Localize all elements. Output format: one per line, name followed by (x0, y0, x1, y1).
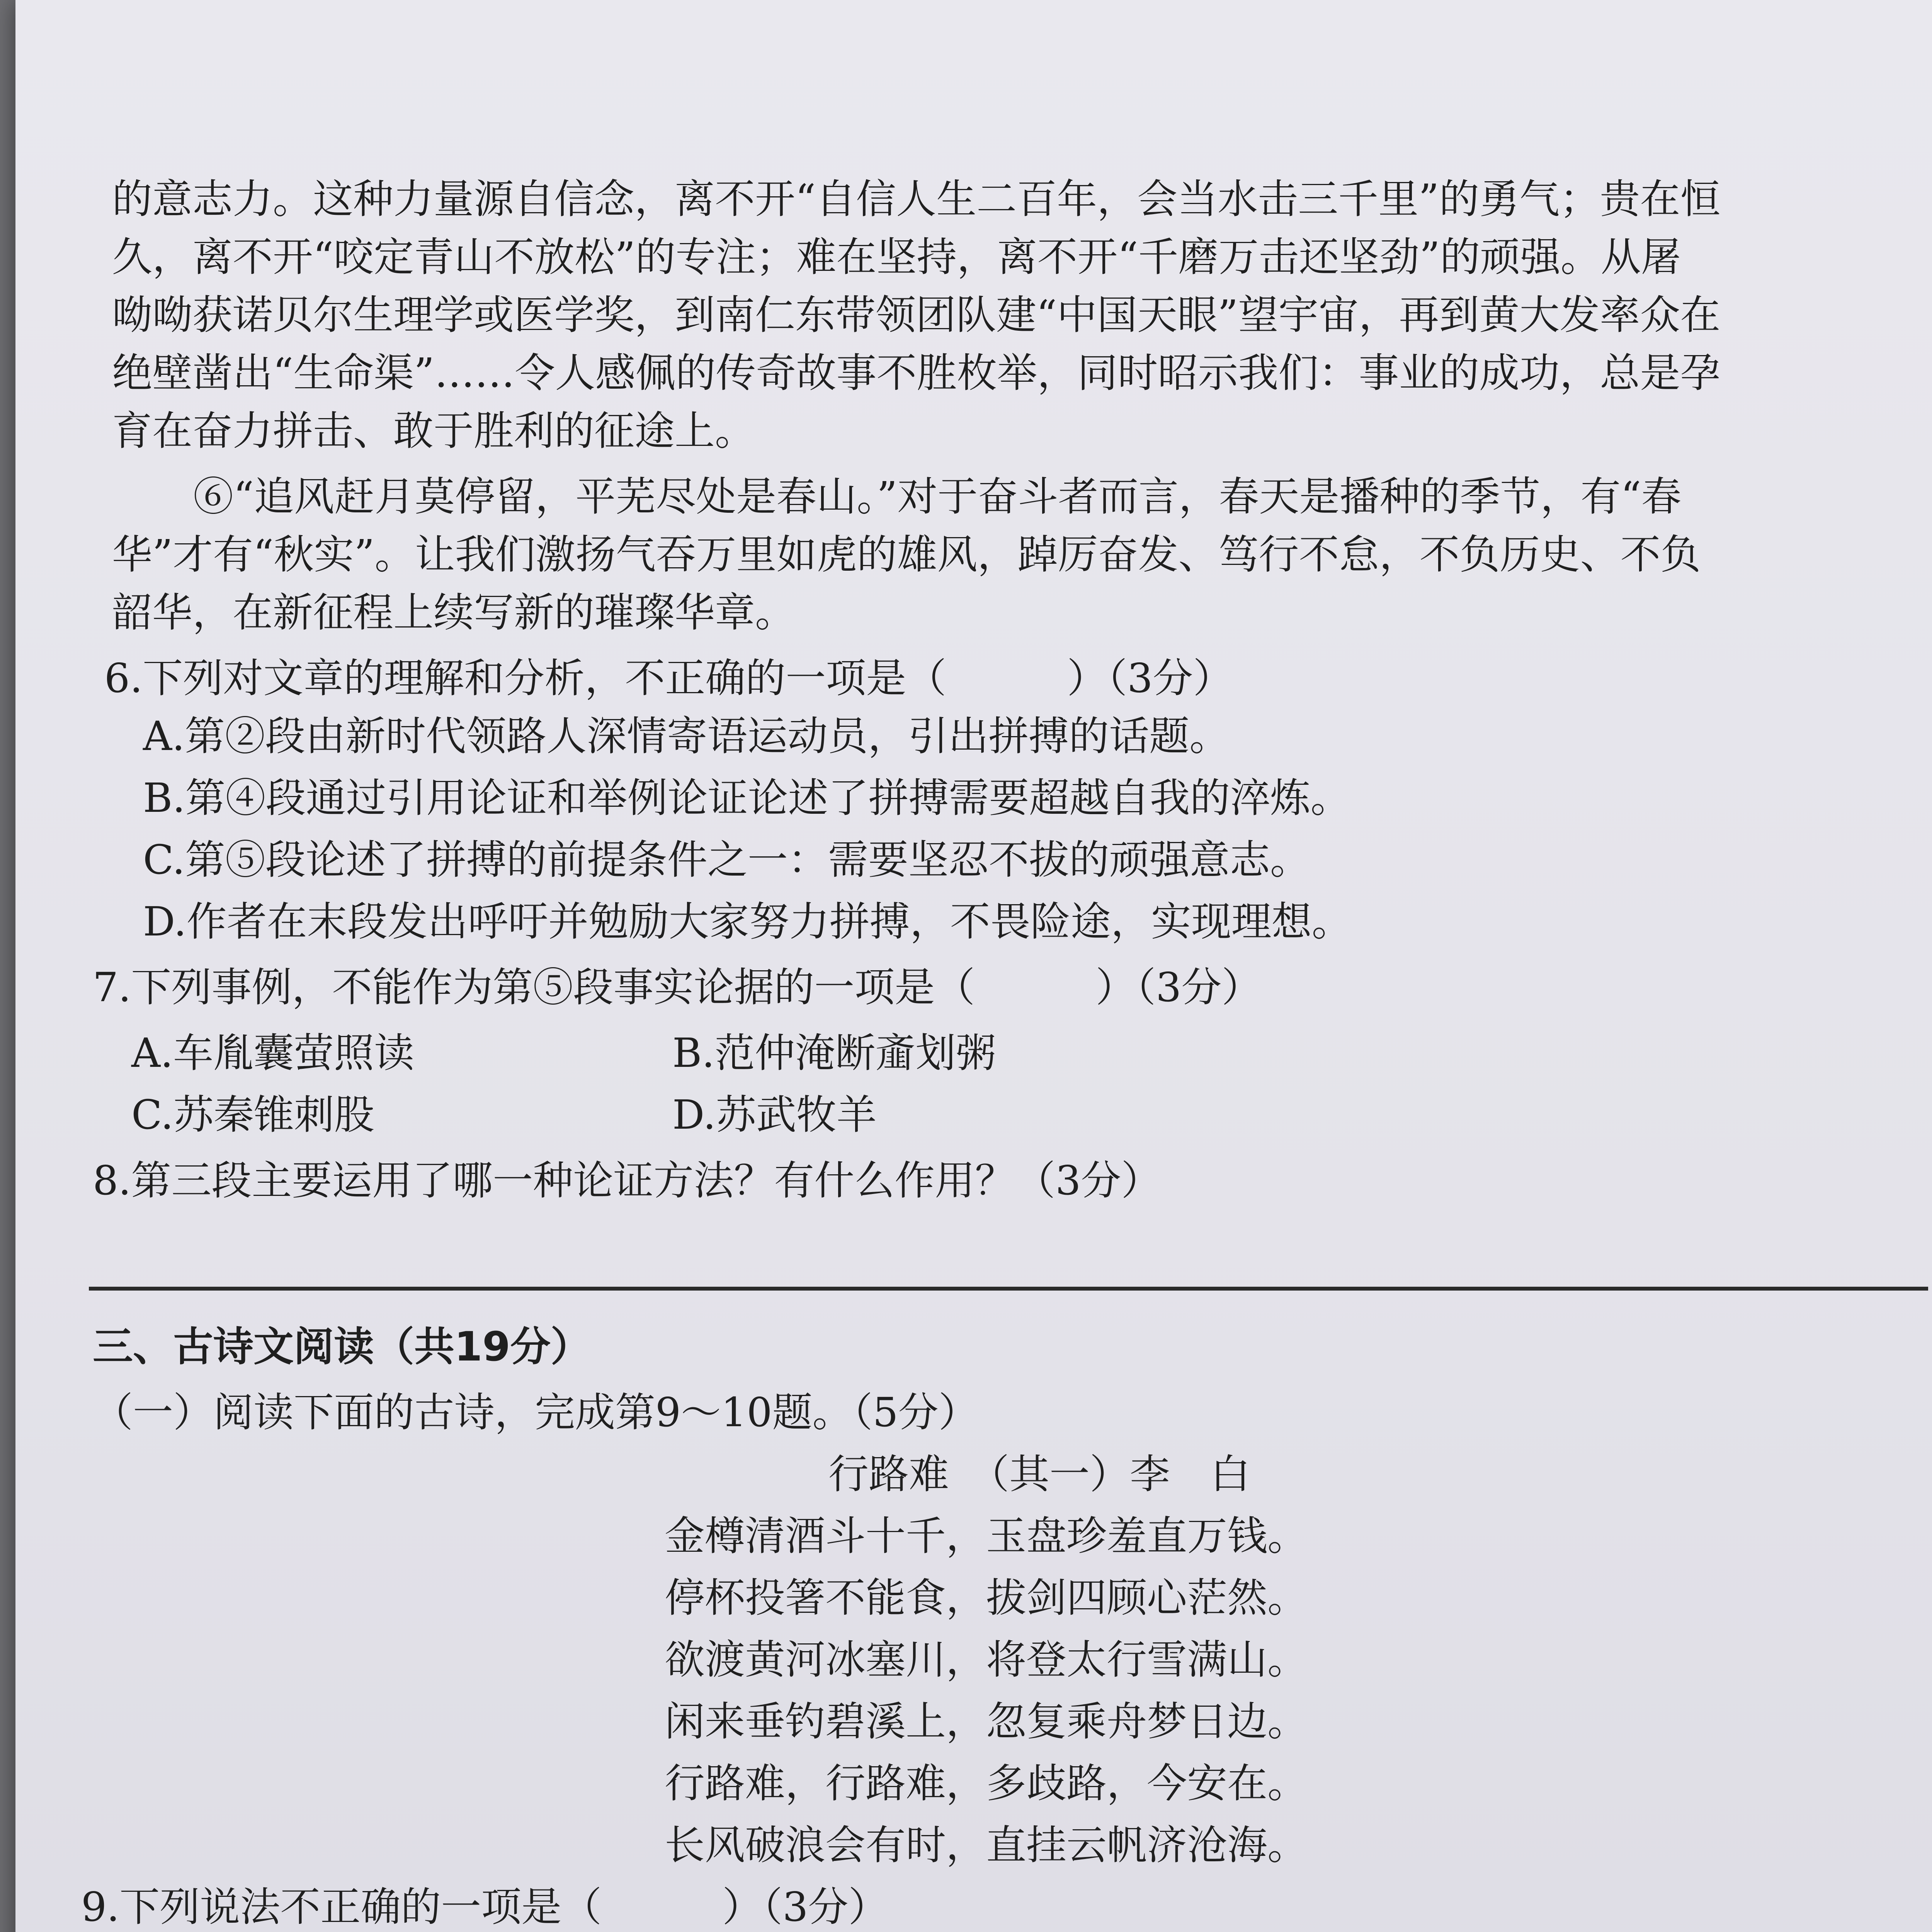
text-line: ⑥“追风赶月莫停留，平芜尽处是春山。”对于奋斗者而言，春天是播种的季节，有“春 (193, 473, 1682, 520)
poem-line: 金樽清酒斗十千，玉盘珍羞直万钱。 (665, 1512, 1308, 1560)
exam-paper (15, 0, 1932, 1932)
text-line: 韶华，在新征程上续写新的璀璨华章。 (112, 589, 796, 636)
q6-option-a: A.第②段由新时代领路人深情寄语运动员，引出拼搏的话题。 (143, 713, 1230, 760)
part-1-intro: （一）阅读下面的古诗，完成第9～10题。（5分） (93, 1389, 979, 1436)
poem-line: 行路难，行路难，多歧路，今安在。 (665, 1760, 1308, 1807)
section-divider (89, 1287, 1928, 1291)
q7-option-d: D.苏武牧羊 (672, 1091, 877, 1138)
text-line: 绝壁凿出“生命渠”……令人感佩的传奇故事不胜枚举，同时昭示我们：事业的成功，总是孕 (112, 349, 1721, 396)
poem-line: 停杯投箸不能食，拔剑四顾心茫然。 (665, 1574, 1308, 1621)
question-7-stem: 7.下列事例，不能作为第⑤段事实论据的一项是（ ）（3分） (93, 964, 1262, 1011)
q7-option-b: B.范仲淹断齑划粥 (672, 1029, 996, 1077)
q6-option-d: D.作者在末段发出呼吁并勉励大家努力拼搏，不畏险途，实现理想。 (143, 898, 1352, 945)
poem-title: 行路难 （其一）李 白 (828, 1451, 1250, 1498)
q7-option-c: C.苏秦锥刺股 (131, 1091, 374, 1138)
section-3-title: 三、古诗文阅读（共19分） (93, 1323, 591, 1370)
question-6-stem: 6.下列对文章的理解和分析，不正确的一项是（ ）（3分） (104, 655, 1233, 702)
q7-option-a: A.车胤囊萤照读 (131, 1029, 415, 1077)
text-line: 华”才有“秋实”。让我们激扬气吞万里如虎的雄风，踔厉奋发、笃行不怠，不负历史、不负 (112, 531, 1701, 578)
text-line: 的意志力。这种力量源自信念，离不开“自信人生二百年，会当水击三千里”的勇气；贵在恒 (112, 175, 1721, 223)
text-line: 育在奋力拼击、敢于胜利的征途上。 (112, 407, 755, 454)
text-line: 呦呦获诺贝尔生理学或医学奖，到南仁东带领团队建“中国天眼”望宇宙，再到黄大发率众在 (112, 291, 1721, 338)
question-8-stem: 8.第三段主要运用了哪一种论证方法？有什么作用？（3分） (93, 1157, 1162, 1204)
poem-line: 长风破浪会有时，直挂云帆济沧海。 (665, 1821, 1308, 1869)
q6-option-c: C.第⑤段论述了拼搏的前提条件之一：需要坚忍不拔的顽强意志。 (143, 836, 1310, 883)
question-9-stem: 9.下列说法不正确的一项是（ ）（3分） (81, 1883, 889, 1930)
poem-line: 欲渡黄河冰塞川，将登太行雪满山。 (665, 1636, 1308, 1683)
poem-line: 闲来垂钓碧溪上，忽复乘舟梦日边。 (665, 1698, 1308, 1745)
text-line: 久，离不开“咬定青山不放松”的专注；难在坚持，离不开“千磨万击还坚劲”的顽强。从屠 (112, 233, 1681, 281)
q6-option-b: B.第④段通过引用论证和举例论证论述了拼搏需要超越自我的淬炼。 (143, 774, 1351, 821)
